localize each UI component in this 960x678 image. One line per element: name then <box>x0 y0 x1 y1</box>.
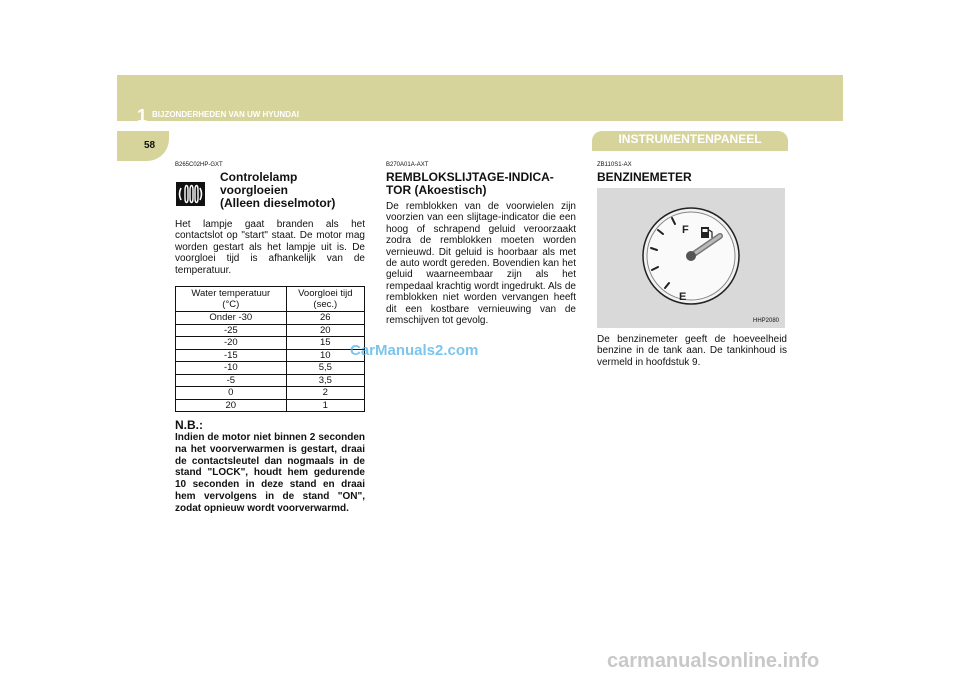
table-row: -10 5,5 <box>176 362 365 375</box>
fuel-gauge-illustration <box>597 188 785 328</box>
table-row: 0 2 <box>176 387 365 400</box>
gauge-empty-label: E <box>679 291 687 303</box>
watermark-bottom: carmanualsonline.info <box>607 650 820 672</box>
page-number-tab <box>117 131 169 161</box>
chapter-title: BIJZONDERHEDEN VAN UW HYUNDAI <box>152 110 299 119</box>
image-code: HHP2080 <box>752 318 779 324</box>
glow-plug-icon <box>176 182 205 206</box>
page-number: 58 <box>144 140 156 151</box>
table-row: -20 15 <box>176 337 365 350</box>
section-code: B265C02HP-GXT <box>175 162 223 168</box>
table-row: -25 20 <box>176 324 365 337</box>
table-header-glow-time: Voorgloei tijd (sec.) <box>286 287 364 312</box>
brake-wear-section <box>386 162 576 326</box>
fuel-gauge-title: BENZINEMETER <box>597 170 692 184</box>
table-header-temperature: Water temperatuur (°C) <box>176 287 287 312</box>
fuel-gauge-section <box>597 162 787 368</box>
brake-wear-text: De remblokken van de voorwielen zijn voorzien van een slijtage-indicator die een hoog of schrapend geluid veroorzaakt zodra de remblokken moeten worden vernieuwd. Dit geluid is hoorbaar als met de auto wordt gereden. Bovendien kan het geluid waarneembaar zijn als het rempedaal krachtig wordt ingedrukt. Als de remblokken niet worden vervangen heeft dit een kostbare vernieuwing van de remschijven tot gevolg. <box>386 201 576 327</box>
note-text: Indien de motor niet binnen 2 seconden na het voorverwarmen is gestart, draai de contactsleutel dan nogmaals in de stand "LOCK", houdt hem gedurende 10 seconden in deze stand en draai hem vervolgens in de stand "ON", zodat opnieuw wordt voorverwarmd. <box>175 432 365 514</box>
section-code: B270A01A-AXT <box>386 162 429 168</box>
fuel-gauge-text: De benzinemeter geeft de hoeveelheid benzine in de tank aan. De tankinhoud is vermeld in hoofdstuk 9. <box>597 334 787 368</box>
brake-wear-title: REMBLOKSLIJTAGE-INDICA- TOR (Akoestisch) <box>386 170 554 197</box>
glow-time-table <box>175 286 365 412</box>
table-row: Onder -30 26 <box>176 312 365 325</box>
note-label: N.B.: <box>175 418 203 433</box>
table-row: -5 3,5 <box>176 374 365 387</box>
glow-lamp-text: Het lampje gaat branden als het contactslot op "start" staat. De motor mag worden gestart als het lampje uit is. De voorgloei tijd is afhankelijk van de temperatuur. <box>175 219 365 276</box>
gauge-full-label: F <box>682 224 689 236</box>
glow-lamp-section <box>175 162 365 515</box>
section-title: INSTRUMENTENPANEEL <box>618 132 762 146</box>
table-row: 20 1 <box>176 399 365 412</box>
watermark-middle: CarManuals2.com <box>350 342 479 359</box>
glow-lamp-title: Controlelamp voorgloeien (Alleen dieselmotor) <box>220 170 336 210</box>
chapter-number: 1 <box>137 106 148 126</box>
section-code: ZB110S1-AX <box>597 162 632 168</box>
glow-lamp-heading <box>175 171 365 215</box>
table-row: -15 10 <box>176 349 365 362</box>
